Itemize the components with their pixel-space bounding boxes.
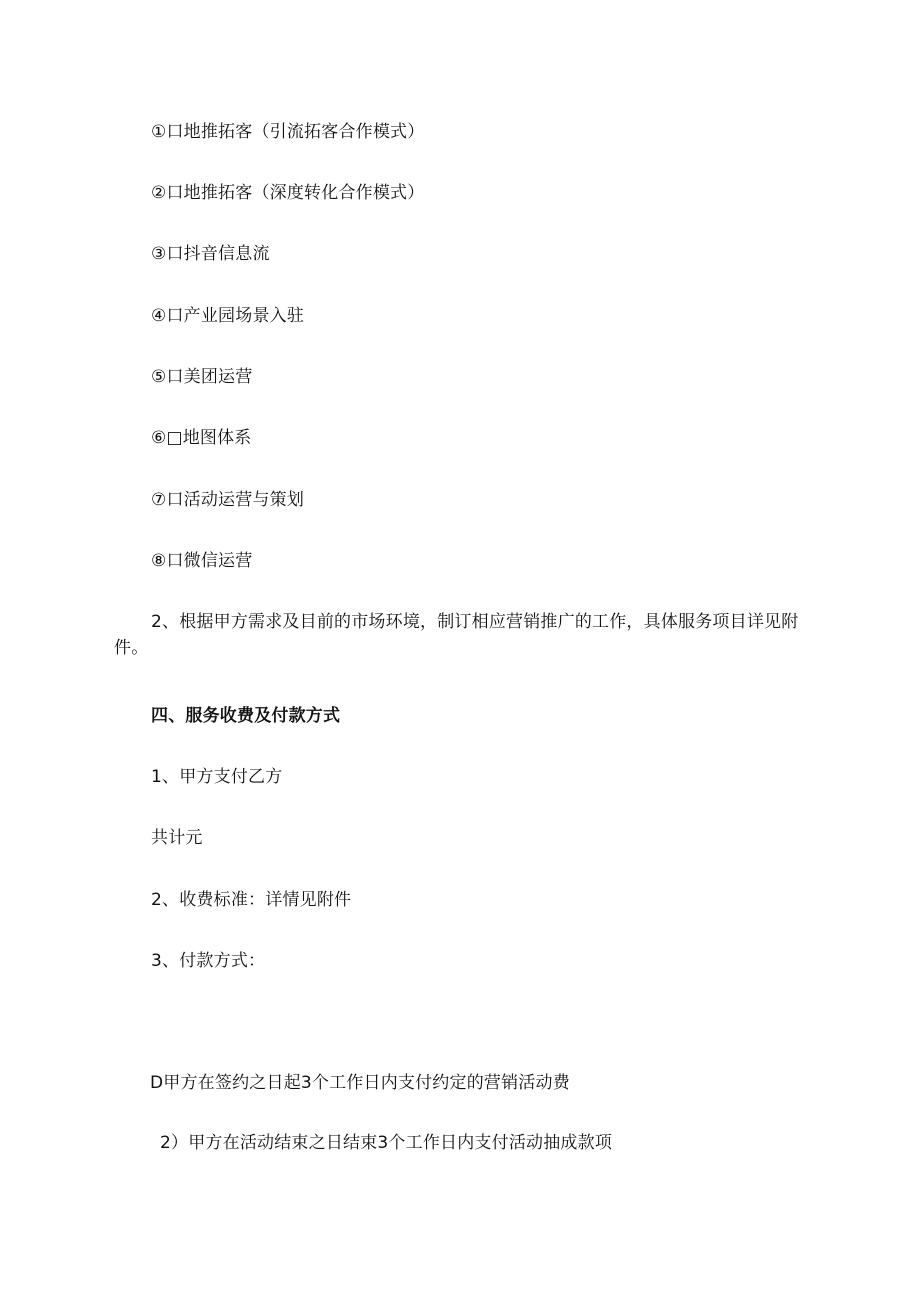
service-item-6: ⑥□地图体系 [151, 428, 252, 448]
payment-clause-1: 1、甲方支付乙方 [151, 767, 283, 787]
service-item-4: ④口产业园场景入驻 [151, 306, 305, 326]
section-4-heading: 四、服务收费及付款方式 [151, 706, 341, 726]
service-item-5: ⑤口美团运营 [151, 367, 253, 387]
payment-total: 共计元 [151, 828, 203, 848]
payment-term-1: D甲方在签约之日起3个工作日内支付约定的营销活动费 [150, 1073, 570, 1093]
service-item-3: ③口抖音信息流 [151, 244, 270, 264]
service-item-8: ⑧口微信运营 [151, 551, 253, 571]
service-item-1: ①口地推拓客（引流拓客合作模式） [151, 122, 425, 142]
service-item-2: ②口地推拓客（深度转化合作模式） [151, 183, 425, 203]
payment-clause-3: 3、付款方式： [151, 951, 266, 971]
service-item-7: ⑦口活动运营与策划 [151, 490, 305, 510]
payment-clause-2: 2、收费标准：详情见附件 [151, 890, 352, 910]
item-2-paragraph: 2、根据甲方需求及目前的市场环境，制订相应营销推广的工作，具体服务项目详见附件。 [114, 612, 799, 658]
payment-term-2: 2）甲方在活动结束之日结束3个工作日内支付活动抽成款项 [160, 1133, 613, 1153]
